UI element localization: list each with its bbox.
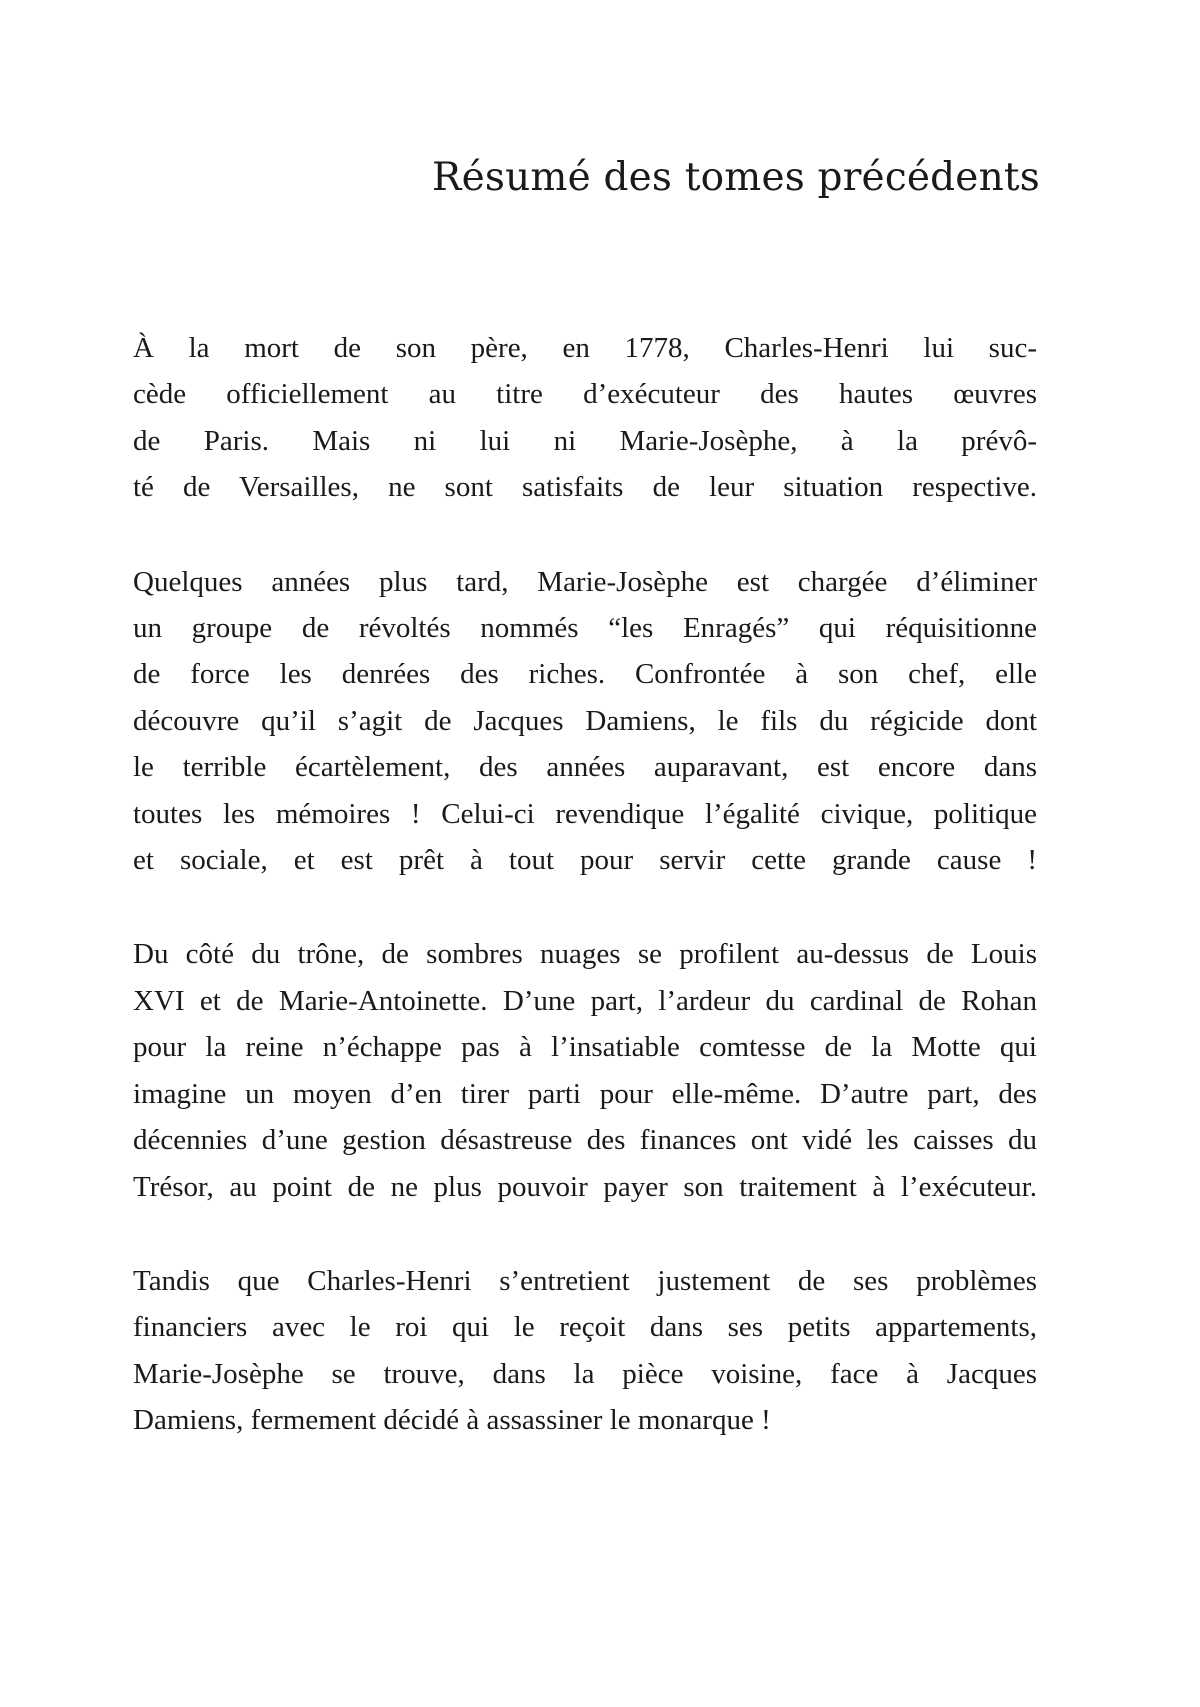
paragraph-1 — [133, 325, 1037, 511]
page-title: Résumé des tomes précédents — [432, 155, 1040, 200]
summary-text — [133, 325, 1037, 1492]
text-line: XVI et de Marie-Antoinette. D’une part, l’ardeur du cardinal de Rohan — [133, 984, 1037, 1017]
text-line: de force les denrées des riches. Confrontée à son chef, elle — [133, 658, 1037, 691]
text-line: cède officiellement au titre d’exécuteur des hautes œuvres — [133, 378, 1037, 411]
text-line: Damiens, fermement décidé à assassiner le monarque ! — [133, 1404, 771, 1437]
text-line: toutes les mémoires ! Celui-ci revendique l’égalité civique, politique — [133, 797, 1037, 830]
text-line: décennies d’une gestion désastreuse des finances ont vidé les caisses du — [133, 1124, 1037, 1157]
text-line: À la mort de son père, en 1778, Charles-Henri lui suc- — [133, 332, 1037, 364]
text-line: découvre qu’il s’agit de Jacques Damiens, le fils du régicide dont — [133, 704, 1037, 737]
paragraph-3 — [133, 931, 1037, 1209]
paragraph-2 — [133, 559, 1037, 884]
text-line: Du côté du trône, de sombres nuages se profilent au-dessus de Louis — [133, 938, 1037, 971]
text-line: et sociale, et est prêt à tout pour servir cette grande cause ! — [133, 844, 1037, 877]
text-line: pour la reine n’échappe pas à l’insatiable comtesse de la Motte qui — [133, 1031, 1037, 1064]
text-line: imagine un moyen d’en tirer parti pour elle-même. D’autre part, des — [133, 1077, 1037, 1110]
text-line: té de Versailles, ne sont satisfaits de leur situation respective. — [133, 471, 1037, 504]
text-line: Trésor, au point de ne plus pouvoir payer son traitement à l’exécuteur. — [133, 1170, 1037, 1203]
text-line: Tandis que Charles-Henri s’entretient justement de ses problèmes — [133, 1264, 1037, 1297]
text-line: un groupe de révoltés nommés “les Enragés” qui réquisitionne — [133, 612, 1037, 645]
text-line: le terrible écartèlement, des années auparavant, est encore dans — [133, 751, 1037, 784]
text-line: financiers avec le roi qui le reçoit dans ses petits appartements, — [133, 1311, 1037, 1344]
text-line: de Paris. Mais ni lui ni Marie-Josèphe, à la prévô- — [133, 424, 1037, 457]
text-line: Quelques années plus tard, Marie-Josèphe est chargée d’éliminer — [133, 565, 1037, 598]
paragraph-4 — [133, 1258, 1037, 1444]
text-line: Marie-Josèphe se trouve, dans la pièce voisine, face à Jacques — [133, 1357, 1037, 1390]
